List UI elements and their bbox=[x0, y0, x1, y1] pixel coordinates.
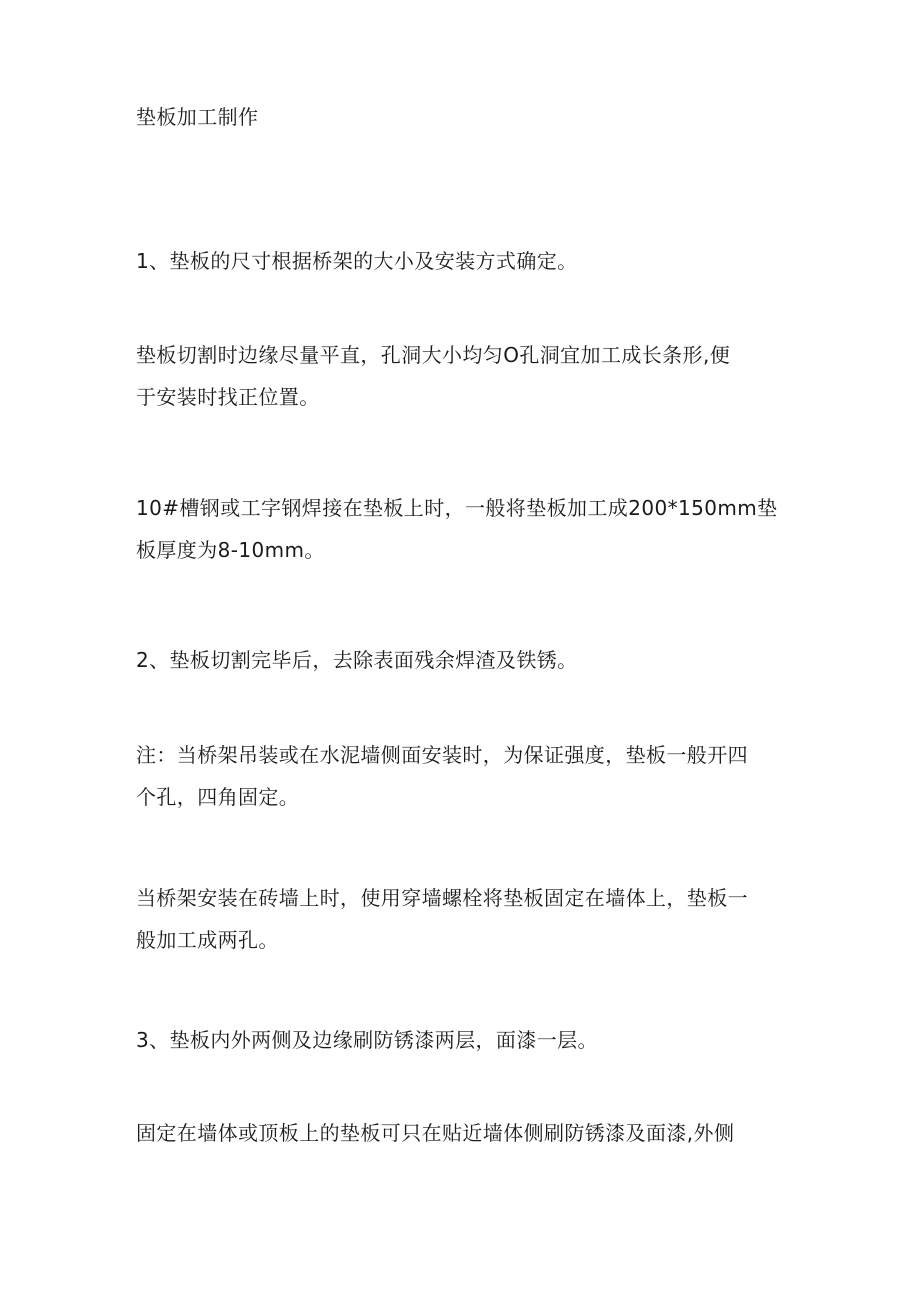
paragraph-line: 3、垫板内外两侧及边缘刷防锈漆两层，面漆一层。 bbox=[136, 1028, 598, 1052]
paragraph-line: 垫板切割时边缘尽量平直，孔洞大小均匀O孔洞宜加工成长条形,便 bbox=[136, 343, 731, 367]
document-title bbox=[136, 106, 788, 148]
paragraph-channel-steel bbox=[136, 497, 788, 581]
title-text: 垫板加工制作 bbox=[136, 105, 259, 129]
paragraph-line: 当桥架安装在砖墙上时，使用穿墙螺栓将垫板固定在墙体上，垫板一 bbox=[136, 886, 748, 910]
paragraph-line: 于安装时找正位置。 bbox=[136, 385, 320, 409]
paragraph-size-rule bbox=[136, 250, 788, 292]
paragraph-line: 1、垫板的尺寸根据桥架的大小及安装方式确定。 bbox=[136, 249, 578, 273]
paragraph-brick-wall bbox=[136, 887, 788, 971]
paragraph-note bbox=[136, 744, 788, 828]
paragraph-paint bbox=[136, 1029, 788, 1071]
paragraph-wall-side bbox=[136, 1122, 788, 1164]
paragraph-line: 2、垫板切割完毕后，去除表面残余焊渣及铁锈。 bbox=[136, 648, 578, 672]
paragraph-line: 固定在墙体或顶板上的垫板可只在贴近墙体侧刷防锈漆及面漆,外侧 bbox=[136, 1121, 735, 1145]
paragraph-cleanup bbox=[136, 649, 788, 691]
paragraph-line: 般加工成两孔。 bbox=[136, 928, 279, 952]
paragraph-line: 注：当桥架吊装或在水泥墙侧面安装时，为保证强度，垫板一般开四 bbox=[136, 743, 748, 767]
paragraph-line: 个孔，四角固定。 bbox=[136, 785, 300, 809]
paragraph-cutting bbox=[136, 344, 788, 428]
paragraph-line: 10#槽钢或工字钢焊接在垫板上时，一般将垫板加工成200*150mm垫 bbox=[136, 496, 778, 520]
paragraph-line: 板厚度为8-10mm。 bbox=[136, 538, 325, 562]
